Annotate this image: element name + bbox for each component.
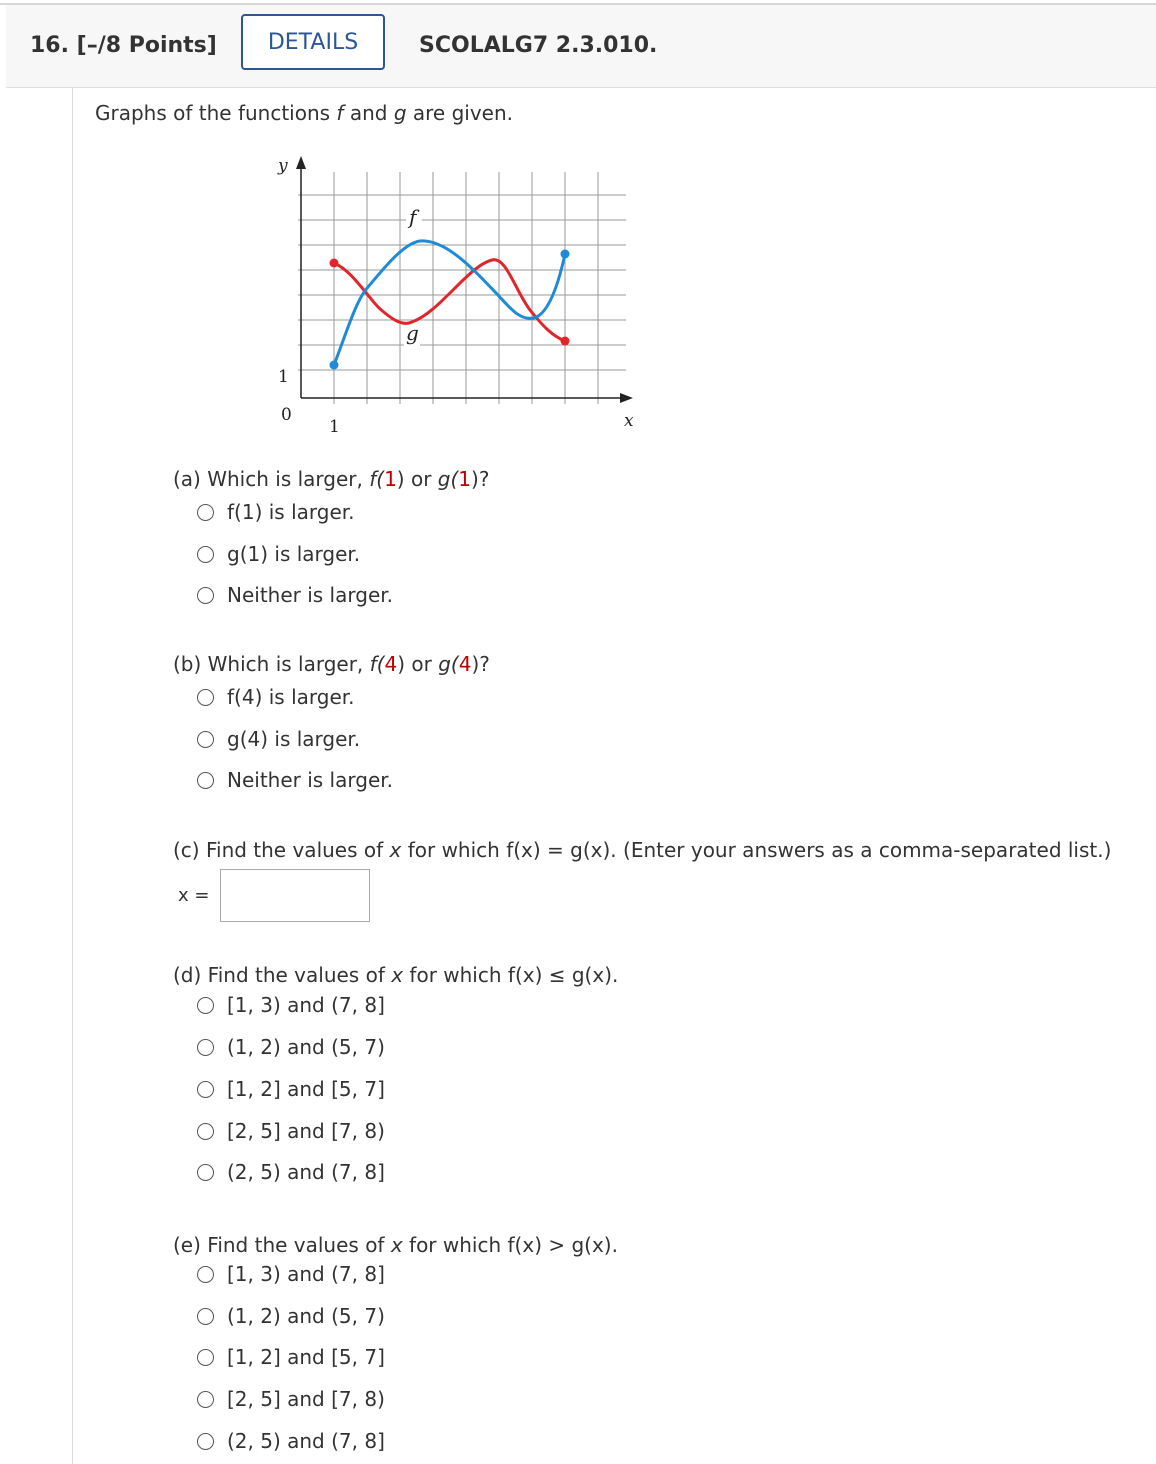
option-label: g(4) is larger. (227, 727, 361, 751)
part-d-expr: f(x) ≤ g(x). (507, 963, 619, 987)
part-a-option-1[interactable] (197, 500, 355, 524)
radio-button[interactable] (197, 1391, 214, 1408)
g-end-point (561, 337, 570, 346)
option-label: f(1) is larger. (227, 500, 355, 524)
part-d-var: x (391, 963, 404, 987)
part-b-g: g( (438, 652, 459, 676)
part-b-option-1[interactable] (197, 685, 355, 709)
f-start-point (330, 361, 339, 370)
option-label: [1, 2] and [5, 7] (227, 1077, 385, 1101)
answer-input-label: x = (178, 885, 210, 906)
part-d-prefix: (d) Find the values of (173, 963, 392, 987)
part-d-middle: for which (403, 963, 508, 987)
radio-button[interactable] (197, 731, 214, 748)
radio-button[interactable] (197, 1349, 214, 1366)
part-c-question (173, 838, 1111, 862)
y-axis-arrow (296, 156, 306, 169)
question-number-text: 16. (30, 33, 69, 58)
x-tick-label: 1 (329, 417, 340, 437)
part-a-g: g( (437, 467, 459, 491)
option-label: [1, 2] and [5, 7] (227, 1345, 385, 1369)
part-a-prefix: (a) Which is larger, (173, 467, 370, 491)
part-b-arg1: 4 (384, 652, 398, 676)
option-label: [2, 5] and [7, 8) (227, 1387, 385, 1411)
part-d-question (173, 963, 618, 987)
part-e-prefix: (e) Find the values of (173, 1233, 391, 1257)
question-code: SCOLALG7 2.3.010. (419, 33, 658, 58)
option-label: (1, 2) and (5, 7) (227, 1304, 385, 1328)
intro-g: g (393, 101, 407, 125)
part-a-arg2: 1 (458, 467, 472, 491)
radio-button[interactable] (197, 1081, 214, 1098)
part-d-option-3[interactable] (197, 1077, 385, 1101)
part-a-option-2[interactable] (197, 542, 360, 566)
option-label: Neither is larger. (227, 768, 393, 792)
part-a-option-3[interactable] (197, 583, 393, 607)
option-label: (2, 5) and (7, 8] (227, 1429, 385, 1453)
part-a-or: or (404, 467, 438, 491)
part-c-var: x (389, 838, 402, 862)
part-d-option-1[interactable] (197, 993, 385, 1017)
part-e-option-2[interactable] (197, 1304, 385, 1328)
x-axis-arrow (620, 393, 633, 403)
origin-label: 0 (281, 405, 292, 425)
option-label: Neither is larger. (227, 583, 393, 607)
part-d-option-4[interactable] (197, 1119, 385, 1143)
part-b-arg2: 4 (458, 652, 472, 676)
content-left-border (72, 88, 73, 1464)
radio-button[interactable] (197, 1433, 214, 1450)
question-number (30, 33, 217, 58)
g-curve-label: g (406, 321, 419, 345)
part-b-option-3[interactable] (197, 768, 393, 792)
radio-button[interactable] (197, 546, 214, 563)
x-axis-label: x (624, 411, 634, 431)
radio-button[interactable] (197, 689, 214, 706)
part-a-f: f( (369, 467, 385, 491)
part-b-or: or (405, 652, 439, 676)
part-c-prefix: (c) Find the values of (173, 838, 390, 862)
function-graph (270, 150, 645, 440)
part-c-answer-input[interactable] (220, 869, 370, 922)
radio-button[interactable] (197, 1123, 214, 1140)
intro-text (95, 101, 513, 125)
intro-pre: Graphs of the functions (95, 101, 337, 125)
part-e-middle: for which (402, 1233, 508, 1257)
part-c-suffix: (Enter your answers as a comma-separated list.) (616, 838, 1112, 862)
intro-mid: and (343, 101, 394, 125)
option-label: g(1) is larger. (227, 542, 361, 566)
part-b-question (173, 652, 490, 676)
part-b-close1: ) (397, 652, 406, 676)
part-e-question (173, 1233, 618, 1257)
radio-button[interactable] (197, 1266, 214, 1283)
radio-button[interactable] (197, 772, 214, 789)
option-label: (1, 2) and (5, 7) (227, 1035, 385, 1059)
part-b-close2: )? (471, 652, 490, 676)
part-d-option-2[interactable] (197, 1035, 385, 1059)
part-e-expr: f(x) > g(x). (507, 1233, 618, 1257)
f-curve (334, 241, 565, 365)
y-tick-label: 1 (278, 367, 289, 387)
part-b-f: f( (369, 652, 385, 676)
part-e-option-5[interactable] (197, 1429, 385, 1453)
part-e-option-1[interactable] (197, 1262, 385, 1286)
radio-button[interactable] (197, 504, 214, 521)
f-curve-label: f (409, 205, 417, 229)
part-e-option-3[interactable] (197, 1345, 385, 1369)
option-label: [1, 3) and (7, 8] (227, 1262, 385, 1286)
radio-button[interactable] (197, 997, 214, 1014)
part-c-expr: f(x) = g(x). (506, 838, 617, 862)
part-b-prefix: (b) Which is larger, (173, 652, 370, 676)
option-label: f(4) is larger. (227, 685, 355, 709)
option-label: [1, 3) and (7, 8] (227, 993, 385, 1017)
details-button[interactable]: DETAILS (241, 14, 385, 70)
g-start-point (330, 259, 339, 268)
part-b-option-2[interactable] (197, 727, 360, 751)
part-a-close2: )? (471, 467, 490, 491)
f-end-point (561, 250, 570, 259)
g-curve (334, 260, 565, 341)
intro-f: f (336, 101, 344, 125)
intro-post: are given. (406, 101, 513, 125)
radio-button[interactable] (197, 1164, 214, 1181)
part-d-option-5[interactable] (197, 1160, 385, 1184)
part-c-middle: for which (401, 838, 507, 862)
part-a-question (173, 467, 489, 491)
radio-button[interactable] (197, 1308, 214, 1325)
part-e-option-4[interactable] (197, 1387, 385, 1411)
option-label: [2, 5] and [7, 8) (227, 1119, 385, 1143)
part-a-arg1: 1 (384, 467, 397, 491)
part-a-close1: ) (396, 467, 405, 491)
y-axis-label: y (278, 156, 288, 176)
grid (298, 172, 626, 404)
option-label: (2, 5) and (7, 8] (227, 1160, 385, 1184)
radio-button[interactable] (197, 1039, 214, 1056)
radio-button[interactable] (197, 587, 214, 604)
points-text: [–/8 Points] (76, 33, 217, 58)
question-header (6, 5, 1156, 88)
part-e-var: x (390, 1233, 403, 1257)
